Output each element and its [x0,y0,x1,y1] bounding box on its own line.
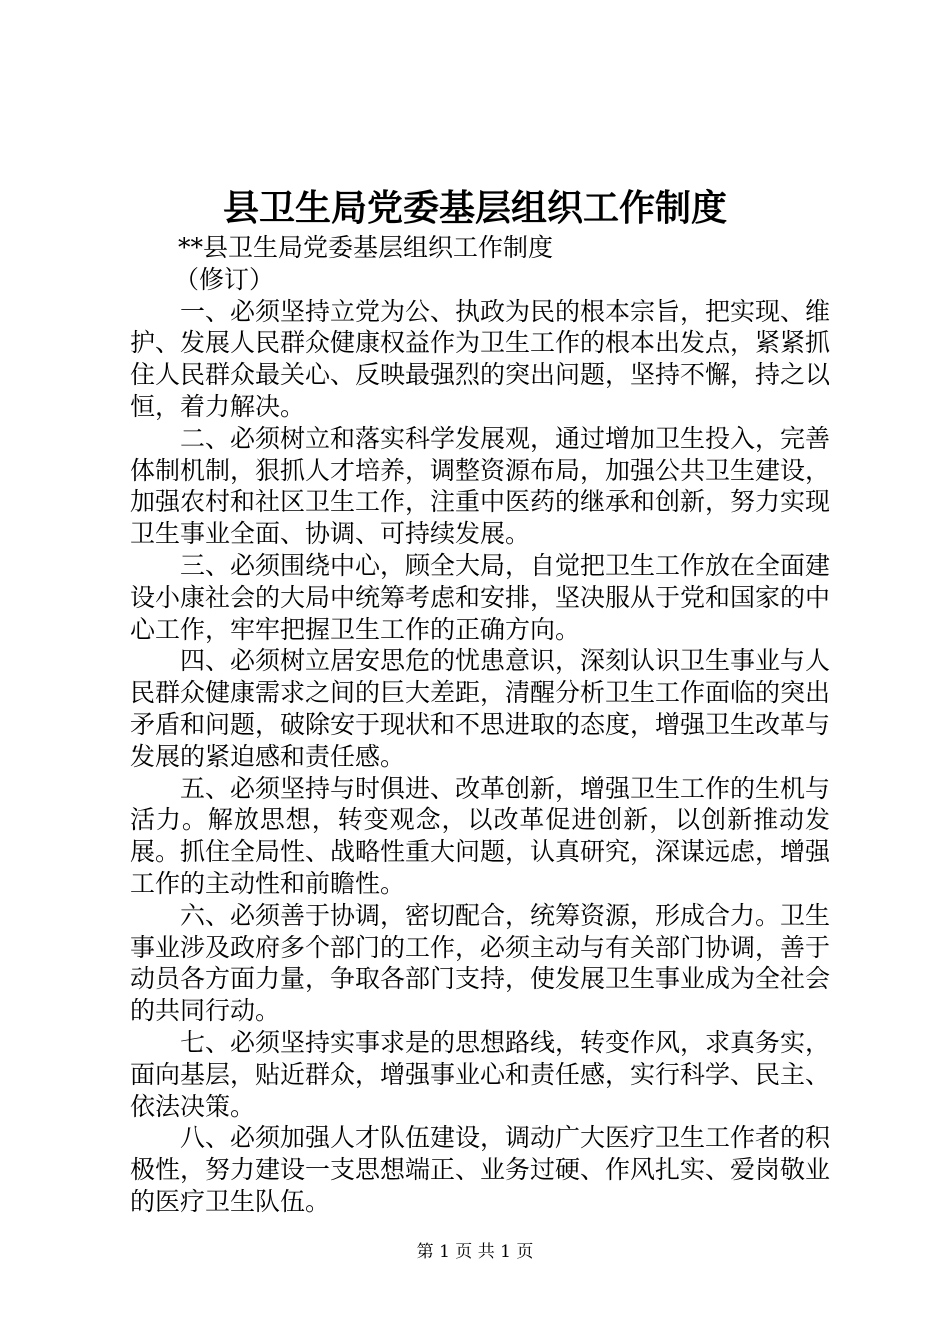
paragraph-6: 六、必须善于协调，密切配合，统筹资源，形成合力。卫生事业涉及政府多个部门的工作，必须主动与有关部门协调，善于动员各方面力量，争取各部门支持，使发展卫生事业成为全社会的共同行动。 [130,900,831,1026]
paragraph-2: 二、必须树立和落实科学发展观，通过增加卫生投入，完善体制机制，狠抓人才培养，调整资源布局，加强公共卫生建设，加强农村和社区卫生工作，注重中医药的继承和创新，努力实现卫生事业全面、协调、可持续发展。 [130,423,831,549]
document-subtitle: **县卫生局党委基层组织工作制度 [178,233,554,262]
page-footer: 第 1 页 共 1 页 [416,1242,534,1262]
document-body [130,232,830,1218]
paragraph-3: 三、必须围绕中心，顾全大局，自觉把卫生工作放在全面建设小康社会的大局中统筹考虑和安排，坚决服从于党和国家的中心工作，牢牢把握卫生工作的正确方向。 [130,550,831,644]
document-title: 县卫生局党委基层组织工作制度 [222,187,727,229]
paragraph-8: 八、必须加强人才队伍建设，调动广大医疗卫生工作者的积极性，努力建设一支思想端正、业务过硬、作风扎实、爱岗敬业的医疗卫生队伍。 [130,1123,831,1216]
paragraph-5: 五、必须坚持与时俱进、改革创新，增强卫生工作的生机与活力。解放思想，转变观念，以改革促进创新，以创新推动发展。抓住全局性、战略性重大问题，认真研究，深谋远虑，增强工作的主动性和前瞻性。 [130,773,831,898]
paragraph-7: 七、必须坚持实事求是的思想路线，转变作风，求真务实，面向基层，贴近群众，增强事业心和责任感，实行科学、民主、依法决策。 [130,1027,831,1121]
paragraph-1: 一、必须坚持立党为公、执政为民的根本宗旨，把实现、维护、发展人民群众健康权益作为卫生工作的根本出发点，紧紧抓住人民群众最关心、反映最强烈的突出问题，坚持不懈，持之以恒，着力解决。 [130,296,831,421]
revision-note: （修订） [174,264,275,294]
paragraph-4: 四、必须树立居安思危的忧患意识，深刻认识卫生事业与人民群众健康需求之间的巨大差距，清醒分析卫生工作面临的突出矛盾和问题，破除安于现状和不思进取的态度，增强卫生改革与发展的紧迫感和责任感。 [130,646,831,771]
